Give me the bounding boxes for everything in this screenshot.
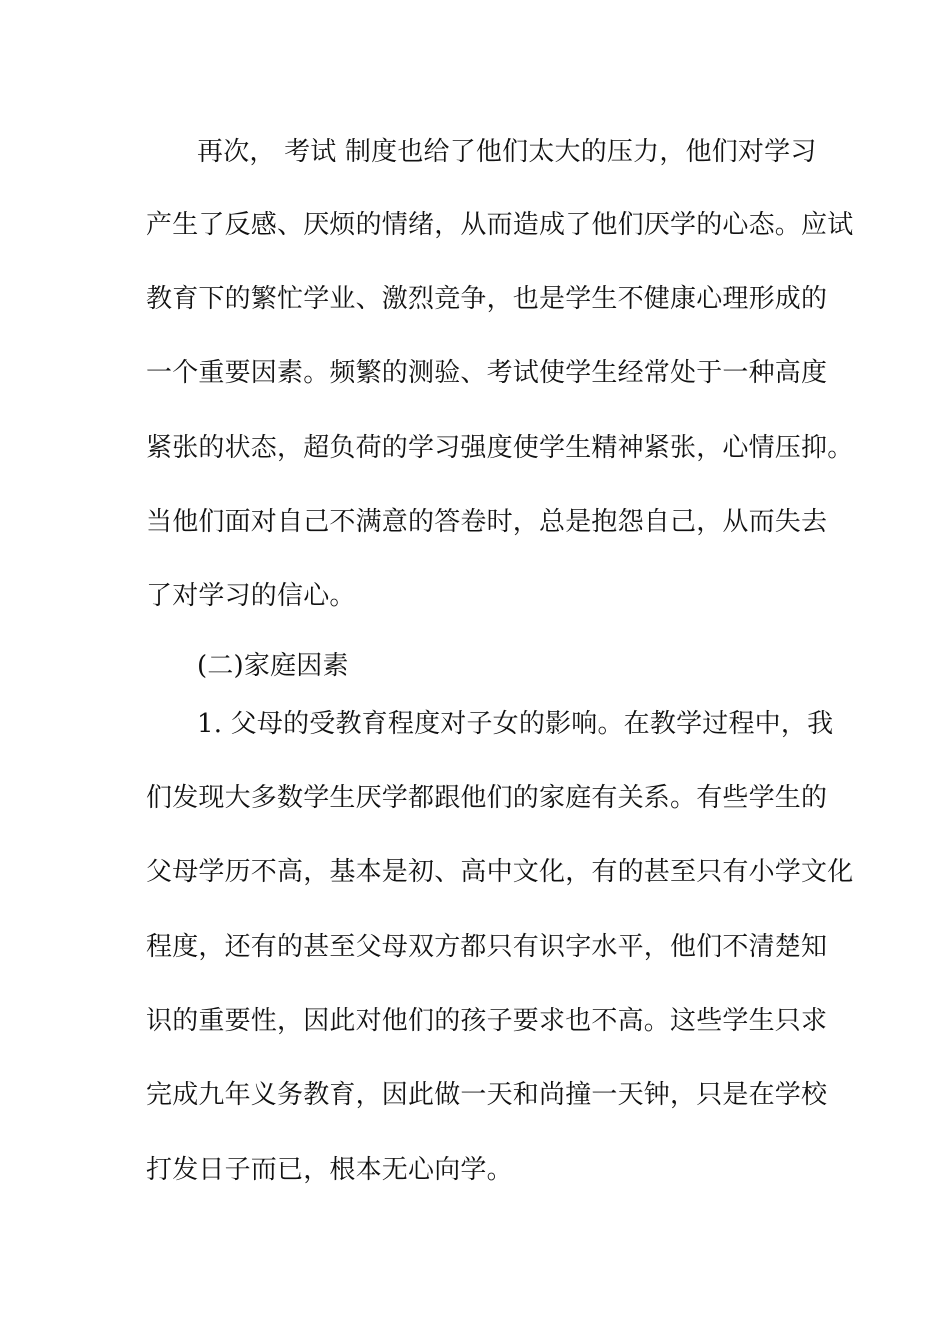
- paragraph-line-5: 紧张的状态，超负荷的学习强度使学生精神紧张，心情压抑。: [146, 433, 854, 463]
- paragraph2-line-4: 程度，还有的甚至父母双方都只有识字水平，他们不清楚知: [146, 932, 828, 962]
- paragraph-line-6: 当他们面对自己不满意的答卷时，总是抱怨自己，从而失去: [146, 507, 828, 537]
- paragraph-line-3: 教育下的繁忙学业、激烈竞争，也是学生不健康心理形成的: [146, 284, 828, 314]
- paragraph-line-1: 再次， 考试 制度也给了他们太大的压力，他们对学习: [197, 137, 817, 167]
- paragraph-line-7: 了对学习的信心。: [146, 581, 356, 611]
- paragraph2-line-5: 识的重要性，因此对他们的孩子要求也不高。这些学生只求: [146, 1006, 828, 1036]
- paragraph-line-2: 产生了反感、厌烦的情绪，从而造成了他们厌学的心态。应试: [146, 210, 854, 240]
- paragraph2-line-3: 父母学历不高，基本是初、高中文化，有的甚至只有小学文化: [146, 857, 854, 887]
- paragraph-line-4: 一个重要因素。频繁的测验、考试使学生经常处于一种高度: [146, 358, 828, 388]
- paragraph2-line-2: 们发现大多数学生厌学都跟他们的家庭有关系。有些学生的: [146, 783, 828, 813]
- paragraph2-line-6: 完成九年义务教育，因此做一天和尚撞一天钟，只是在学校: [146, 1080, 828, 1110]
- paragraph2-line-7: 打发日子而已，根本无心向学。: [146, 1155, 513, 1185]
- paragraph2-line-1: 1. 父母的受教育程度对子女的影响。在教学过程中，我: [197, 709, 834, 739]
- section-heading: (二)家庭因素: [197, 651, 349, 681]
